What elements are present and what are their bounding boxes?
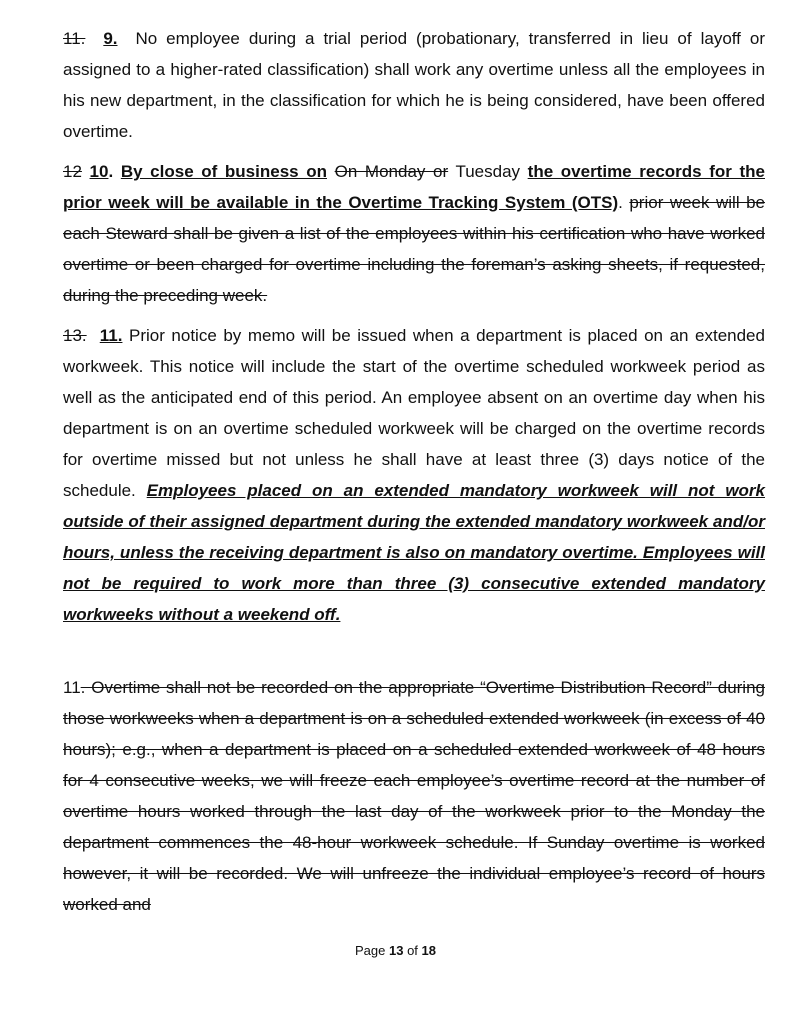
deleted-text: . Overtime shall not be recorded on the appropriate “Overtime Distribution Record” during those workweeks when a department is on a scheduled extended workweek (in excess of 40 hours); e.g., when a department is placed on a scheduled extended workweek of 48 hours for 4 consecutive weeks, we will freeze each employee’s overtime record at the number of overtime hours worked through the last day of the workweek prior to the Monday the department commences the 48-hour workweek schedule. If Sunday overtime is worked however, it will be recorded. We will unfreeze the individual employee’s record of hours worked and — [63, 678, 765, 914]
paragraph-11 — [63, 320, 765, 630]
paragraph-number: 11 — [63, 678, 81, 697]
deleted-text: On Monday or — [334, 162, 449, 181]
paragraph-10 — [63, 156, 765, 311]
paragraph-deleted — [63, 672, 765, 920]
inserted-emphasis-text: Employees placed on an extended mandatory workweek will not work outside of their assigned department during the extended mandatory workweek and/or hours, unless the receiving department is also on mandatory overtime. Employees will not be required to work more than three (3) consecutive extended mandatory workweeks without a weekend off. — [63, 481, 765, 624]
section-number: 10 — [89, 162, 109, 181]
page-label: Page — [354, 943, 386, 958]
day-text: Tuesday — [455, 162, 521, 181]
inserted-text: the overtime records for the prior week will be available in the Overtime Tracking System (OTS) — [63, 162, 765, 212]
period-text: . — [618, 193, 623, 212]
number-period: . — [108, 162, 114, 181]
deleted-number: 12 — [63, 162, 82, 181]
of-label: of — [407, 943, 418, 958]
deleted-text: prior week will be each Steward shall be given a list of the employees within his certification who have worked overtime or been charged for overtime including the foreman’s asking sheets, if requested, during the preceding week. — [63, 193, 765, 305]
inserted-text: By close of business on — [120, 162, 327, 181]
page-footer — [0, 943, 791, 958]
paragraph-9 — [63, 23, 765, 147]
paragraph-text: Prior notice by memo will be issued when a department is placed on an extended workweek. This notice will include the start of the overtime scheduled workweek period as well as the anticipated end of this period. An employee absent on an overtime day when his department is on an overtime scheduled workweek will be charged on the overtime records for overtime missed but not unless he shall have at least three (3) days notice of the schedule. — [63, 326, 765, 500]
page-number: 13 — [388, 943, 404, 958]
deleted-number: 13. — [63, 326, 87, 345]
page-total: 18 — [421, 943, 437, 958]
section-number: 9. — [103, 29, 118, 48]
deleted-number: 11. — [63, 29, 86, 48]
paragraph-text: No employee during a trial period (probationary, transferred in lieu of layoff or assigned to a higher-rated classification) shall work any overtime unless all the employees in his new department, in the classification for which he is being considered, have been offered overtime. — [63, 29, 765, 141]
section-number: 11. — [99, 326, 123, 345]
